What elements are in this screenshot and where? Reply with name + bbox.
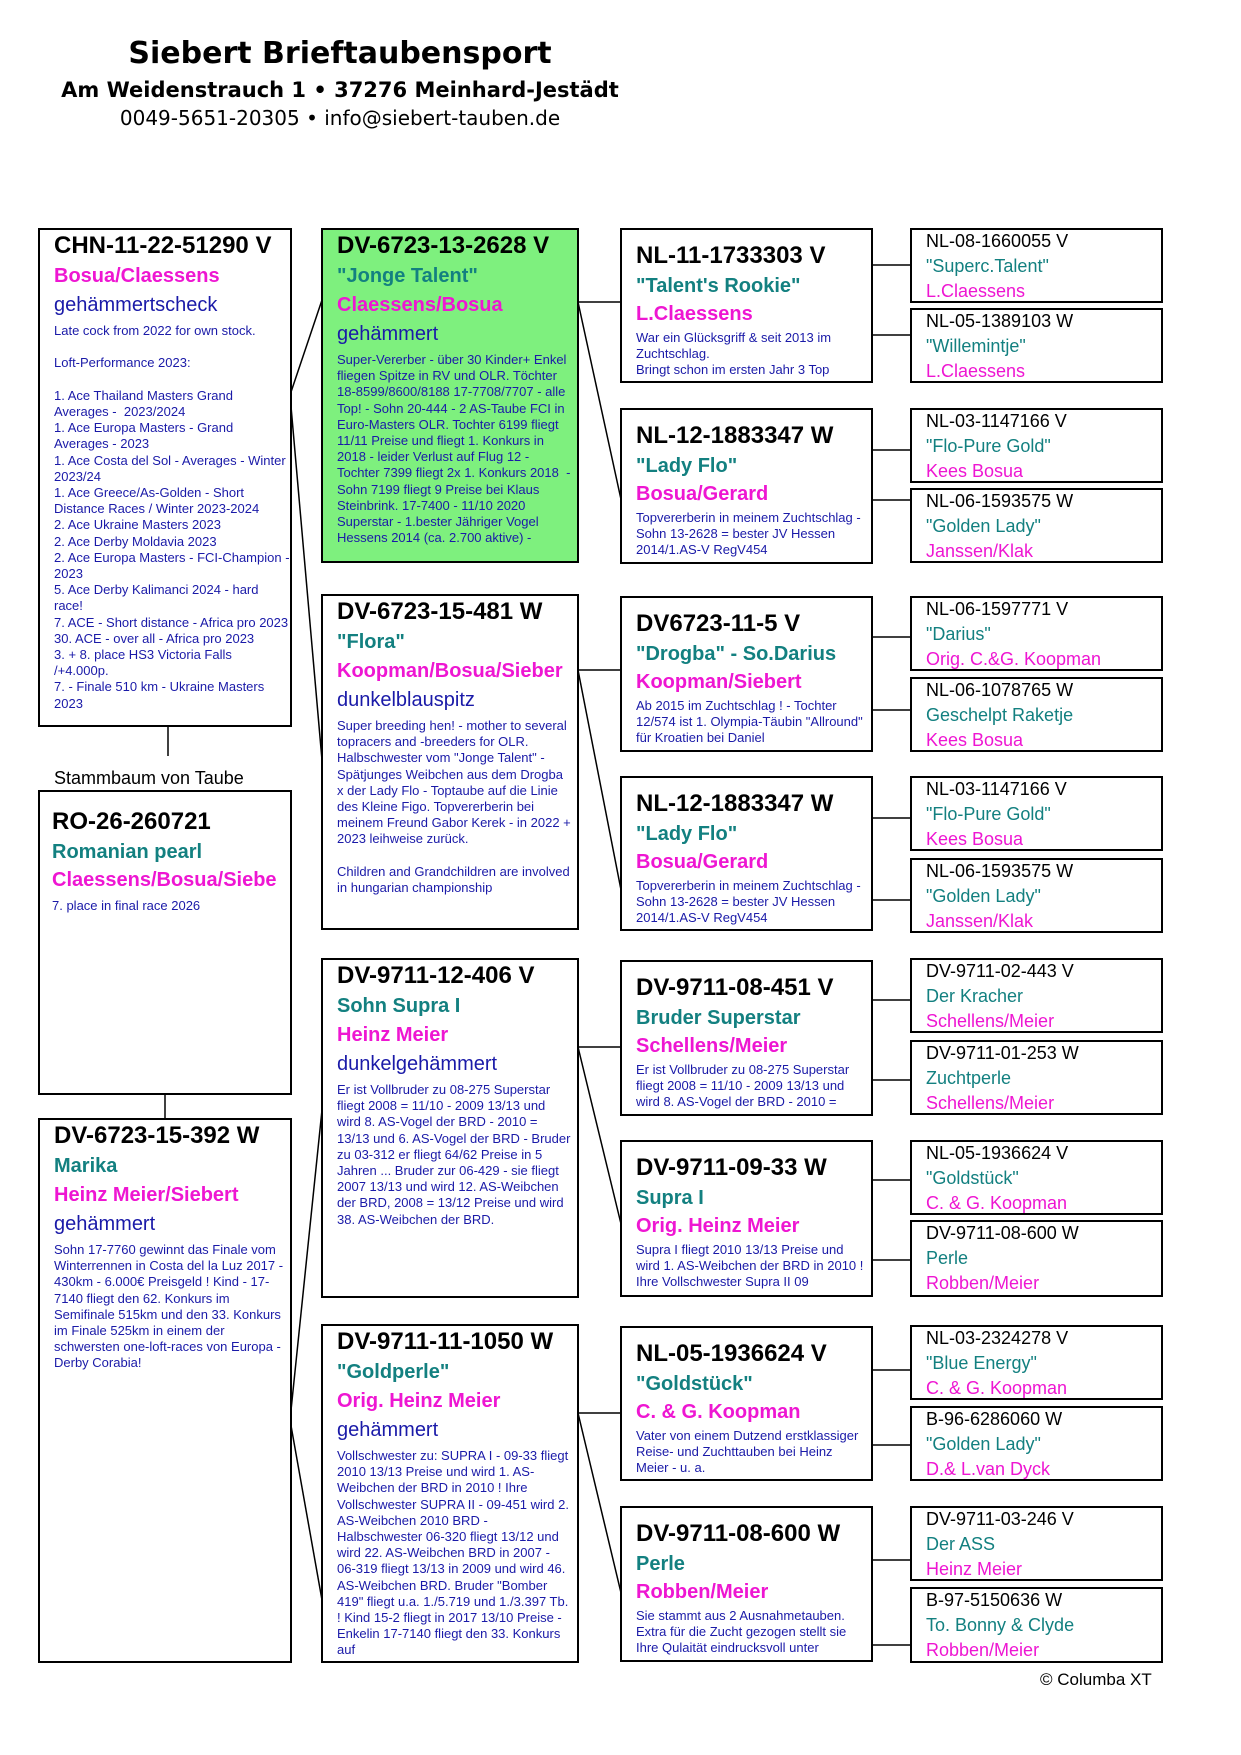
parent-notes: Super-Vererber - über 30 Kinder+ Enkel fliegen Spitze in RV und OLR. Töchter 18-8599/8600/8188 17-7708/7707 - alle Top! - Sohn 20-444 - 2 AS-Taube FCI in Euro-Masters OLR. Tochter 6199 fliegt 11/11 Preise und fliegt 1. Konkurs in 2018 - leider Verlust auf Flug 12 - Tochter 7399 fliegt 2x 1. Konkurs 2018 - Sohn 7199 fliegt 9 Preise bei Klaus Steinbrink. 17-7400 - 11/10 2020 Superstar - 1.bester Jähriger Vogel Hessens 2014 (ca. 2.700 aktive) - [337,352,575,546]
parent-ring: DV-9711-11-1050 W [337,1328,554,1355]
parent-notes: Er ist Vollbruder zu 08-275 Superstar fliegt 2008 = 11/10 - 2009 13/13 und wird 8. AS-Vogel der BRD - 2010 = 13/13 und 6. AS-Vogel der BRD - Bruder zu 03-312 er fliegt 64/62 Preise in 5 Jahren ... Bruder zur 06-429 - sie fliegt 2007 13/13 und wird 12. AS-Weibchen der BRD, 2008 = 13/12 Preise und wird 38. AS-Weibchen der BRD. [337,1082,575,1227]
grandparent-ring: NL-12-1883347 W [636,790,834,817]
great-grandparent-card [910,1220,1163,1297]
great-grandparent-card [910,1040,1163,1115]
grandparent-ring: DV6723-11-5 V [636,610,801,637]
parent-ring: DV-9711-12-406 V [337,962,535,989]
grandparent-notes: War ein Glücksgriff & seit 2013 im Zuchtschlag. Bringt schon im ersten Jahr 3 Top [636,330,832,378]
great-grandparent-ring: B-96-6286060 W [926,1409,1063,1429]
grandparent-breeder: Bosua/Gerard [636,483,769,505]
subject-color: gehämmertscheck [54,294,218,316]
great-grandparent-name: "Golden Lady" [926,886,1041,906]
contact-line: 0049-5651-20305 • info@siebert-tauben.de [119,106,561,130]
grandparent-name: "Lady Flo" [636,823,738,845]
great-grandparent-breeder: Kees Bosua [926,461,1024,481]
great-grandparent-breeder: D.& L.van Dyck [926,1459,1051,1479]
great-grandparent-breeder: Robben/Meier [926,1273,1040,1293]
great-grandparent-ring: NL-06-1597771 V [926,599,1069,619]
great-grandparent-name: "Flo-Pure Gold" [926,804,1051,824]
great-grandparent-name: Perle [926,1248,969,1268]
great-grandparent-breeder: C. & G. Koopman [926,1193,1068,1213]
grandparent-ring: NL-11-1733303 V [636,242,826,269]
parent-name: Sohn Supra I [337,995,461,1017]
parent-ring: DV-6723-13-2628 V [337,232,550,259]
great-grandparent-name: Zuchtperle [926,1068,1012,1088]
grandparent-name: Supra I [636,1187,704,1209]
grandparent-ring: DV-9711-08-451 V [636,974,834,1001]
great-grandparent-card [910,776,1163,851]
parent-color: gehämmert [337,1419,439,1441]
grandparent-ring: DV-9711-08-600 W [636,1520,841,1547]
great-grandparent-name: Der Kracher [926,986,1024,1006]
grandparent-breeder: C. & G. Koopman [636,1401,801,1423]
great-grandparent-card [910,596,1163,671]
great-grandparent-breeder: Janssen/Klak [926,911,1034,931]
great-grandparent-breeder: Orig. C.&G. Koopman [926,649,1102,669]
great-grandparent-card [910,228,1163,303]
grandparent-breeder: Koopman/Siebert [636,671,802,693]
parent-breeder: Claessens/Bosua [337,294,503,316]
grandparent-card [620,1326,873,1481]
grandparent-ring: NL-12-1883347 W [636,422,834,449]
sibling-breeder: Claessens/Bosua/Siebe [52,869,277,891]
great-grandparent-name: "Flo-Pure Gold" [926,436,1051,456]
sibling-notes: 7. place in final race 2026 [52,898,201,913]
great-grandparent-ring: DV-9711-03-246 V [926,1509,1074,1529]
great-grandparent-card [910,1140,1163,1215]
grandparent-ring: DV-9711-09-33 W [636,1154,827,1181]
great-grandparent-card [910,408,1163,483]
mother-notes: Sohn 17-7760 gewinnt das Finale vom Winterrennen in Costa del la Luz 2017 - 430km - 6.000€ Preisgeld ! Kind - 17-7140 fliegt den 62. Konkurs im Semifinale 515km und den 33. Konkurs im Finale 525km in einem der schwersten one-loft-races von Europa - Derby Corabia! [54,1242,287,1371]
subject-notes: Late cock from 2022 for own stock. Loft-Performance 2023: 1. Ace Thailand Masters Grand Averages - 2023/2024 1. Ace Europa Masters - Grand Averages - 2023 1. Ace Costa del Sol - Averages - Winter 2023/24 1. Ace Greece/As-Golden - Short Distance Races / Winter 2023-2024 2. Ace Ukraine Masters 2023 2. Ace Derby Moldavia 2023 2. Ace Europa Masters - FCI-Champion - 2023 5. Ace Derby Kalimanci 2024 - hard race! 7. ACE - Short distance - Africa pro 2023 30. ACE - over all - Africa pro 2023 3. + 8. place HS3 Victoria Falls /+4.000p. 7. - Finale 510 km - Ukraine Masters 2023 [54,323,290,711]
parent-color: gehämmert [337,323,439,345]
parent-card [321,958,579,1298]
great-grandparent-card [910,488,1163,563]
grandparent-card [620,776,873,931]
grandparent-notes: Topvererberin in meinem Zuchtschlag - Sohn 13-2628 = bester JV Hessen 2014/1.AS-V RegV454 [636,878,865,926]
grandparent-notes: Sie stammt aus 2 Ausnahmetauben. Extra für die Zucht gezogen stellt sie Ihre Qulaität eindrucksvoll unter [636,1608,850,1656]
parent-card [321,1324,579,1663]
parent-color: dunkelblauspitz [337,689,475,711]
great-grandparent-ring: NL-05-1936624 V [926,1143,1069,1163]
great-grandparent-name: "Golden Lady" [926,516,1041,536]
page-title: Siebert Brieftaubensport [128,36,552,71]
great-grandparent-ring: NL-05-1389103 W [926,311,1074,331]
mother-name: Marika [54,1155,118,1177]
great-grandparent-breeder: Heinz Meier [926,1559,1023,1579]
sibling-name: Romanian pearl [52,841,203,863]
parent-name: "Goldperle" [337,1361,450,1383]
parent-card [321,228,579,563]
parent-ring: DV-6723-15-481 W [337,598,543,625]
parent-card [321,594,579,930]
parent-color: dunkelgehämmert [337,1053,498,1075]
parent-notes: Super breeding hen! - mother to several topracers and -breeders for OLR. Halbschwester vom "Jonge Talent" - Spätjunges Weibchen aus dem Drogba x der Lady Flo - Toptaube auf die Linie des Kleine Figo. Topvererberin bei meinem Freund Gabor Kerek - in 2022 + 2023 leihweise zurück. Children and Grandchildren are involved in hungarian championship [337,718,571,896]
grandparent-name: "Drogba" - So.Darius [636,643,837,665]
parent-breeder: Koopman/Bosua/Sieber [337,660,563,682]
great-grandparent-breeder: L.Claessens [926,281,1026,301]
grandparent-breeder: Orig. Heinz Meier [636,1215,800,1237]
great-grandparent-breeder: Kees Bosua [926,730,1024,750]
great-grandparent-breeder: Janssen/Klak [926,541,1034,561]
great-grandparent-ring: NL-08-1660055 V [926,231,1069,251]
great-grandparent-name: "Goldstück" [926,1168,1019,1188]
parent-name: "Jonge Talent" [337,265,478,287]
great-grandparent-card [910,677,1163,752]
grandparent-name: "Goldstück" [636,1373,753,1395]
great-grandparent-name: "Golden Lady" [926,1434,1041,1454]
grandparent-name: "Lady Flo" [636,455,738,477]
great-grandparent-ring: NL-06-1078765 W [926,680,1074,700]
great-grandparent-name: "Willemintje" [926,336,1026,356]
great-grandparent-breeder: Kees Bosua [926,829,1024,849]
great-grandparent-breeder: Robben/Meier [926,1640,1040,1660]
grandparent-card [620,408,873,564]
great-grandparent-breeder: Schellens/Meier [926,1011,1055,1031]
great-grandparent-card [910,1506,1163,1581]
grandparent-breeder: Bosua/Gerard [636,851,769,873]
great-grandparent-card [910,1587,1163,1663]
grandparent-notes: Topvererberin in meinem Zuchtschlag - Sohn 13-2628 = bester JV Hessen 2014/1.AS-V RegV454 [636,510,865,558]
great-grandparent-card [910,858,1163,933]
grandparent-notes: Ab 2015 im Zuchtschlag ! - Tochter 12/574 ist 1. Olympia-Täubin "Allround" für Kroatien bei Daniel [636,698,867,746]
great-grandparent-card [910,958,1163,1033]
parent-breeder: Heinz Meier [337,1024,449,1046]
mother-pigeon-card [38,1118,292,1663]
great-grandparent-name: "Blue Energy" [926,1353,1037,1373]
great-grandparent-name: To. Bonny & Clyde [926,1615,1075,1635]
grandparent-card [620,1506,873,1662]
great-grandparent-ring: DV-9711-01-253 W [926,1043,1079,1063]
great-grandparent-ring: NL-06-1593575 W [926,491,1074,511]
sibling-pigeon-card [38,790,292,1095]
mother-breeder: Heinz Meier/Siebert [54,1184,239,1206]
great-grandparent-ring: B-97-5150636 W [926,1590,1063,1610]
great-grandparent-ring: DV-9711-02-443 V [926,961,1074,981]
grandparent-notes: Er ist Vollbruder zu 08-275 Superstar fliegt 2008 = 11/10 - 2009 13/13 und wird 8. AS-Vogel der BRD - 2010 = [636,1062,853,1110]
great-grandparent-name: "Darius" [926,624,991,644]
great-grandparent-name: Der ASS [926,1534,996,1554]
grandparent-ring: NL-05-1936624 V [636,1340,827,1367]
great-grandparent-card [910,1325,1163,1400]
subject-ring: CHN-11-22-51290 V [54,232,272,259]
parent-name: "Flora" [337,631,405,653]
subject-breeder: Bosua/Claessens [54,265,220,287]
sibling-label: Stammbaum von Taube [50,768,248,789]
great-grandparent-card [910,308,1163,383]
grandparent-card [620,596,873,752]
grandparent-breeder: Robben/Meier [636,1581,769,1603]
great-grandparent-ring: NL-03-1147166 V [926,411,1067,431]
mother-color: gehämmert [54,1213,156,1235]
grandparent-name: Bruder Superstar [636,1007,801,1029]
grandparent-name: Perle [636,1553,685,1575]
footer-copyright: © Columba XT [1040,1670,1152,1689]
great-grandparent-name: "Superc.Talent" [926,256,1049,276]
subject-pigeon-card [38,228,292,727]
great-grandparent-name: Geschelpt Raketje [926,705,1074,725]
mother-ring: DV-6723-15-392 W [54,1122,260,1149]
great-grandparent-card [910,1406,1163,1481]
great-grandparent-breeder: C. & G. Koopman [926,1378,1068,1398]
sibling-ring: RO-26-260721 [52,808,211,835]
address-line: Am Weidenstrauch 1 • 37276 Meinhard-Jestädt [61,78,619,102]
great-grandparent-breeder: Schellens/Meier [926,1093,1055,1113]
grandparent-card [620,960,873,1116]
grandparent-notes: Supra I fliegt 2010 13/13 Preise und wird 1. AS-Weibchen der BRD in 2010 ! Ihre Vollschwester Supra II 09 [636,1242,867,1290]
grandparent-notes: Vater von einem Dutzend erstklassiger Reise- und Zuchttauben bei Heinz Meier - u. a. [636,1428,862,1476]
grandparent-card [620,1140,873,1297]
parent-notes: Vollschwester zu: SUPRA I - 09-33 fliegt 2010 13/13 Preise und wird 1. AS-Weibchen der BRD in 2010 ! Ihre Vollschwester SUPRA II - 09-451 wird 2. AS-Weibchen 2010 BRD - Halbschwester 06-320 fliegt 13/12 und wird 22. AS-Weibchen BRD in 2007 - 06-319 fliegt 13/13 in 2009 und wird 46. AS-Weibchen BRD. Bruder "Bomber 419" fliegt u.a. 1./5.719 und 1./3.397 Tb. ! Kind 15-2 fliegt in 2017 13/10 Preise - Enkelin 17-7140 fliegt den 33. Konkurs auf [337,1448,572,1658]
grandparent-name: "Talent's Rookie" [636,275,801,297]
grandparent-breeder: Schellens/Meier [636,1035,788,1057]
grandparent-card [620,228,873,383]
great-grandparent-ring: NL-03-1147166 V [926,779,1067,799]
great-grandparent-ring: DV-9711-08-600 W [926,1223,1079,1243]
grandparent-breeder: L.Claessens [636,303,753,325]
great-grandparent-ring: NL-03-2324278 V [926,1328,1069,1348]
great-grandparent-ring: NL-06-1593575 W [926,861,1074,881]
parent-breeder: Orig. Heinz Meier [337,1390,501,1412]
great-grandparent-breeder: L.Claessens [926,361,1026,381]
